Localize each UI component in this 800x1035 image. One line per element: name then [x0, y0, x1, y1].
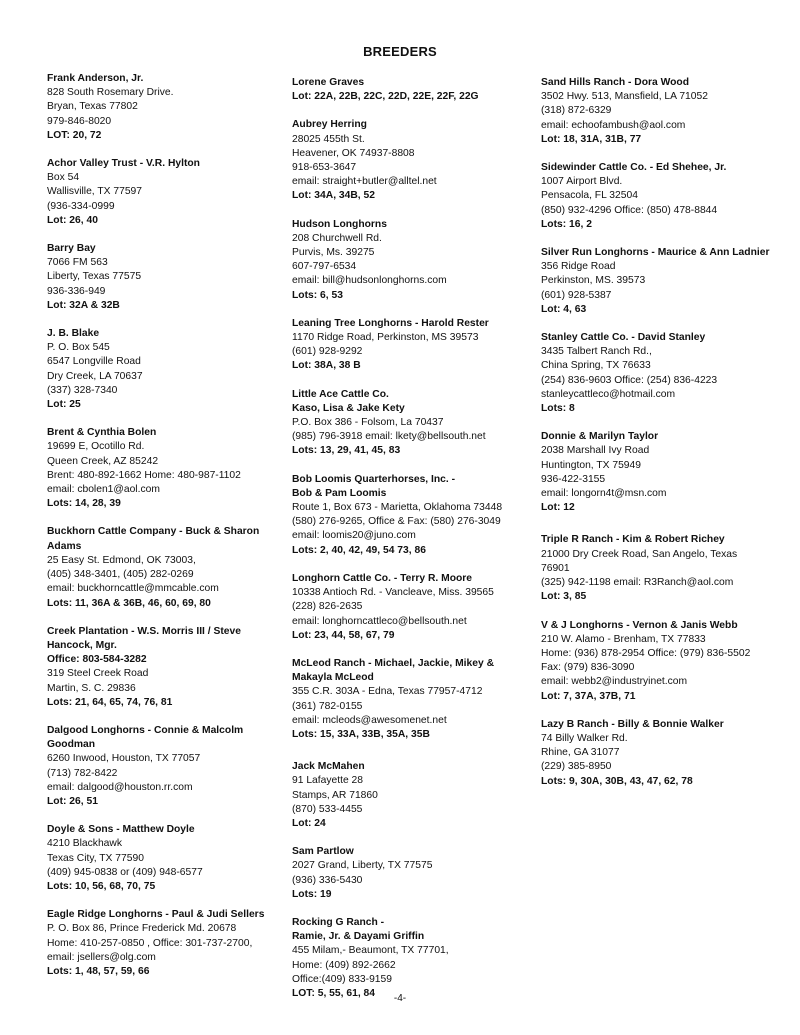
breeder-detail-line: 28025 455th St.	[292, 133, 365, 145]
breeder-entry	[541, 161, 771, 232]
breeder-lots: Lot: 38A, 38 B	[292, 360, 361, 372]
breeder-detail-line: 918-653-3647	[292, 162, 357, 174]
breeder-entry	[47, 426, 283, 511]
breeder-entry	[47, 908, 283, 979]
breeder-detail-line: 21000 Dry Creek Road, San Angelo, Texas	[541, 548, 738, 560]
breeder-lots: Lots: 19	[292, 888, 332, 900]
breeder-entry	[541, 718, 771, 789]
breeder-name: Lorene Graves	[292, 77, 365, 88]
breeder-name: J. B. Blake	[47, 328, 100, 340]
breeder-detail-line: Wallisville, TX 77597	[47, 186, 142, 198]
breeder-detail-line: stanleycattleco@hotmail.com	[541, 388, 676, 400]
breeder-name: Achor Valley Trust - V.R. Hylton	[47, 158, 200, 170]
breeder-detail-line: Martin, S. C. 29836	[47, 682, 136, 694]
breeder-lots: Lot: 32A & 32B	[47, 299, 120, 311]
breeder-detail-line: (580) 276-9265, Office & Fax: (580) 276-3049	[292, 516, 501, 528]
breeder-detail-line: 25 Easy St. Edmond, OK 73003,	[47, 554, 196, 566]
breeder-name: V & J Longhorns - Vernon & Janis Webb	[541, 619, 738, 631]
breeder-detail-line: 2038 Marshall Ivy Road	[541, 445, 650, 457]
breeder-lots: Lots: 2, 40, 42, 49, 54 73, 86	[292, 544, 426, 556]
breeder-lots: Lot: 12	[541, 502, 575, 514]
breeder-detail-line: 76901	[541, 562, 570, 574]
breeder-entry	[292, 572, 528, 643]
breeder-lots: Lot: 23, 44, 58, 67, 79	[292, 629, 395, 641]
breeder-detail-line: P. O. Box 86, Prince Frederick Md. 20678	[47, 923, 237, 935]
breeder-entry	[541, 246, 771, 317]
breeder-entry	[292, 473, 528, 558]
breeder-entry	[292, 317, 528, 374]
breeder-entry	[47, 242, 283, 313]
breeders-column-2	[292, 76, 528, 1015]
breeder-detail-line: 74 Billy Walker Rd.	[541, 732, 628, 744]
breeder-detail-line: email: longorn4t@msn.com	[541, 488, 667, 500]
breeder-detail-line: Queen Creek, AZ 85242	[47, 455, 159, 467]
breeder-detail-line: 19699 E, Ocotillo Rd.	[47, 441, 145, 453]
breeder-entry	[47, 327, 283, 412]
breeder-detail-line: email: dalgood@houston.rr.com	[47, 781, 193, 793]
breeder-entry	[47, 525, 283, 610]
breeder-entry	[292, 845, 528, 902]
breeder-detail-line: (325) 942-1198 email: R3Ranch@aol.com	[541, 577, 734, 589]
breeder-name: Frank Anderson, Jr.	[47, 73, 144, 84]
breeder-lots: Lots: 16, 2	[541, 218, 592, 230]
breeder-entry	[292, 916, 528, 1001]
breeder-detail-line: 91 Lafayette 28	[292, 775, 363, 787]
breeder-detail-line: (229) 385-8950	[541, 761, 612, 773]
breeder-name: Sam Partlow	[292, 846, 354, 858]
breeder-detail-line: Purvis, Ms. 39275	[292, 247, 375, 259]
breeder-entry	[292, 760, 528, 831]
breeder-name: McLeod Ranch - Michael, Jackie, Mikey & Makayla McLeod	[292, 657, 495, 684]
breeder-name: Stanley Cattle Co. - David Stanley	[541, 332, 706, 344]
breeder-name: Aubrey Herring	[292, 119, 367, 131]
breeder-detail-line: (228) 826-2635	[292, 601, 363, 613]
breeder-detail-line: 936-336-949	[47, 285, 106, 297]
page-number: -4-	[393, 993, 407, 1004]
breeder-detail-line: Route 1, Box 673 - Marietta, Oklahoma 73448	[292, 502, 503, 514]
breeder-detail-line: (601) 928-5387	[541, 289, 612, 301]
page-title: BREEDERS	[363, 44, 437, 59]
breeder-detail-line: 1007 Airport Blvd.	[541, 176, 623, 188]
breeder-detail-line: P.O. Box 386 - Folsom, La 70437	[292, 417, 444, 429]
breeder-entry	[292, 388, 528, 459]
breeder-detail-line: (936) 336-5430	[292, 874, 363, 886]
breeder-detail-line: 355 C.R. 303A - Edna, Texas 77957-4712	[292, 686, 483, 698]
breeder-entry	[292, 76, 528, 104]
breeder-detail-line: email: longhorncattleco@bellsouth.net	[292, 615, 467, 627]
breeder-detail-line: 607-797-6534	[292, 261, 357, 273]
breeder-detail-line: email: jsellers@olg.com	[47, 951, 156, 963]
breeder-detail-line: 6260 Inwood, Houston, TX 77057	[47, 753, 201, 765]
breeder-name: Longhorn Cattle Co. - Terry R. Moore	[292, 572, 473, 584]
breeder-detail-line: Brent: 480-892-1662 Home: 480-987-1102	[47, 469, 241, 481]
breeder-detail-line: email: webb2@industryinet.com	[541, 676, 688, 688]
breeder-entry	[292, 218, 528, 303]
breeder-entry	[541, 430, 771, 515]
breeder-office-line: Office: 803-584-3282	[47, 654, 147, 666]
breeder-entry	[541, 533, 771, 604]
breeder-name: Hudson Longhorns	[292, 218, 387, 230]
breeder-detail-line: Office:(409) 833-9159	[292, 973, 392, 985]
breeder-detail-line: Home: (409) 892-2662	[292, 959, 396, 971]
breeder-entry	[292, 118, 528, 203]
breeder-name: Little Ace Cattle Co. Kaso, Lisa & Jake Kety	[292, 388, 405, 414]
breeder-detail-line: 2027 Grand, Liberty, TX 77575	[292, 860, 433, 872]
breeder-detail-line: (337) 328-7340	[47, 384, 118, 396]
breeder-detail-line: Perkinston, MS. 39573	[541, 275, 646, 287]
breeder-detail-line: (601) 928-9292	[292, 346, 363, 358]
breeder-lots: LOT: 20, 72	[47, 129, 102, 141]
breeder-lots: Lot: 7, 37A, 37B, 71	[541, 690, 636, 702]
breeder-detail-line: 3435 Talbert Ranch Rd.,	[541, 346, 652, 358]
breeder-name: Bob Loomis Quarterhorses, Inc. - Bob & Pam Loomis	[292, 473, 456, 499]
breeder-detail-line: (850) 932-4296 Office: (850) 478-8844	[541, 204, 718, 216]
breeder-entry	[47, 724, 283, 809]
breeder-detail-line: Fax: (979) 836-3090	[541, 662, 635, 674]
breeder-name: Lazy B Ranch - Billy & Bonnie Walker	[541, 718, 724, 730]
breeder-detail-line: 4210 Blackhawk	[47, 838, 122, 850]
breeder-detail-line: Pensacola, FL 32504	[541, 190, 638, 202]
breeder-detail-line: (254) 836-9603 Office: (254) 836-4223	[541, 374, 718, 386]
breeder-lots: Lots: 8	[541, 403, 575, 415]
breeder-detail-line: email: loomis20@juno.com	[292, 530, 416, 542]
breeder-entry	[541, 619, 771, 704]
breeder-detail-line: (936-334-0999	[47, 200, 115, 212]
breeder-detail-line: 210 W. Alamo - Brenham, TX 77833	[541, 633, 706, 645]
breeder-detail-line: Bryan, Texas 77802	[47, 101, 138, 113]
breeder-detail-line: (318) 872-6329	[541, 105, 612, 117]
breeder-detail-line: Huntington, TX 75949	[541, 459, 641, 471]
breeder-lots: Lot: 3, 85	[541, 591, 587, 603]
breeder-detail-line: Liberty, Texas 77575	[47, 271, 142, 283]
breeder-detail-line: 319 Steel Creek Road	[47, 668, 149, 680]
breeder-entry	[47, 823, 283, 894]
breeder-detail-line: Dry Creek, LA 70637	[47, 370, 143, 382]
breeder-name: Brent & Cynthia Bolen	[47, 427, 157, 439]
breeder-detail-line: email: bill@hudsonlonghorns.com	[292, 275, 447, 287]
breeders-column-1	[47, 72, 283, 993]
breeder-detail-line: 3502 Hwy. 513, Mansfield, LA 71052	[541, 91, 708, 103]
breeder-lots: Lots: 9, 30A, 30B, 43, 47, 62, 78	[541, 775, 693, 787]
breeder-detail-line: email: cbolen1@aol.com	[47, 484, 160, 496]
breeder-lots: LOT: 5, 55, 61, 84	[292, 987, 375, 999]
breeder-detail-line: (713) 782-8422	[47, 767, 118, 779]
breeder-lots: Lot: 4, 63	[541, 303, 587, 315]
breeder-detail-line: 979-846-8020	[47, 115, 112, 127]
breeder-name: Doyle & Sons - Matthew Doyle	[47, 824, 195, 836]
breeder-detail-line: email: straight+butler@alltel.net	[292, 176, 437, 188]
breeder-detail-line: (409) 945-0838 or (409) 948-6577	[47, 866, 203, 878]
breeder-lots: Lot: 18, 31A, 31B, 77	[541, 133, 642, 145]
breeder-entry	[541, 76, 771, 147]
breeder-entry	[47, 72, 283, 143]
breeder-detail-line: email: mcleods@awesomenet.net	[292, 714, 447, 726]
breeder-name: Eagle Ridge Longhorns - Paul & Judi Sellers	[47, 909, 265, 921]
breeder-detail-line: Home: 410-257-0850 , Office: 301-737-2700,	[47, 937, 253, 949]
breeder-detail-line: 828 South Rosemary Drive.	[47, 87, 174, 99]
breeder-name: Creek Plantation - W.S. Morris III / Steve Hancock, Mgr.	[47, 625, 241, 651]
breeder-lots: Lots: 11, 36A & 36B, 46, 60, 69, 80	[47, 597, 211, 609]
breeder-lots: Lot: 24	[292, 817, 326, 829]
breeder-detail-line: email: buckhorncattle@mmcable.com	[47, 583, 219, 595]
breeder-lots: Lot: 25	[47, 399, 81, 411]
breeder-detail-line: Stamps, AR 71860	[292, 789, 378, 801]
breeder-name: Barry Bay	[47, 243, 96, 255]
breeders-column-3	[541, 76, 771, 803]
breeder-detail-line: Texas City, TX 77590	[47, 852, 144, 864]
breeder-name: Donnie & Marilyn Taylor	[541, 431, 659, 443]
breeder-detail-line: Rhine, GA 31077	[541, 747, 620, 759]
breeder-lots: Lots: 6, 53	[292, 289, 343, 301]
breeder-entry	[541, 331, 771, 416]
breeder-detail-line: 7066 FM 563	[47, 257, 108, 269]
breeder-name: Sand Hills Ranch - Dora Wood	[541, 77, 689, 88]
breeder-lots: Lot: 34A, 34B, 52	[292, 190, 375, 202]
breeder-detail-line: Box 54	[47, 172, 80, 184]
breeder-detail-line: 1170 Ridge Road, Perkinston, MS 39573	[292, 332, 479, 344]
breeder-name: Rocking G Ranch - Ramie, Jr. & Dayami Griffin	[292, 916, 425, 943]
breeder-name: Buckhorn Cattle Company - Buck & Sharon Adams	[47, 526, 260, 552]
breeder-detail-line: email: echoofambush@aol.com	[541, 119, 686, 131]
breeder-detail-line: Heavener, OK 74937-8808	[292, 147, 415, 159]
breeder-detail-line: 455 Milam,- Beaumont, TX 77701,	[292, 945, 449, 957]
breeder-lots: Lots: 14, 28, 39	[47, 498, 121, 510]
breeder-lots: Lots: 15, 33A, 33B, 35A, 35B	[292, 728, 430, 740]
breeder-detail-line: (985) 796-3918 email: lkety@bellsouth.net	[292, 431, 486, 443]
breeder-name: Jack McMahen	[292, 761, 365, 773]
breeder-detail-line: 10338 Antioch Rd. - Vancleave, Miss. 39565	[292, 587, 494, 599]
breeder-detail-line: (361) 782-0155	[292, 700, 363, 712]
breeder-name: Sidewinder Cattle Co. - Ed Shehee, Jr.	[541, 162, 727, 174]
breeder-name: Triple R Ranch - Kim & Robert Richey	[541, 534, 725, 546]
breeder-detail-line: Home: (936) 878-2954 Office: (979) 836-5502	[541, 647, 751, 659]
breeder-name: Dalgood Longhorns - Connie & Malcolm Goodman	[47, 724, 244, 751]
breeder-lots: Lots: 13, 29, 41, 45, 83	[292, 445, 401, 457]
breeder-detail-line: P. O. Box 545	[47, 342, 110, 354]
breeder-lots: Lot: 26, 51	[47, 795, 98, 807]
breeder-entry	[292, 657, 528, 742]
breeder-lots: Lot: 26, 40	[47, 214, 98, 226]
breeder-detail-line: (405) 348-3401, (405) 282-0269	[47, 569, 194, 581]
breeder-lots: Lot: 22A, 22B, 22C, 22D, 22E, 22F, 22G	[292, 91, 479, 103]
breeder-lots: Lots: 1, 48, 57, 59, 66	[47, 965, 150, 977]
breeder-name: Leaning Tree Longhorns - Harold Rester	[292, 317, 489, 329]
breeder-detail-line: China Spring, TX 76633	[541, 360, 651, 372]
breeder-detail-line: 356 Ridge Road	[541, 261, 616, 273]
breeder-lots: Lots: 10, 56, 68, 70, 75	[47, 880, 156, 892]
breeder-detail-line: 6547 Longville Road	[47, 356, 141, 368]
breeder-detail-line: (870) 533-4455	[292, 803, 363, 815]
breeder-entry	[47, 157, 283, 228]
breeder-name: Silver Run Longhorns - Maurice & Ann Ladnier	[541, 247, 770, 259]
breeder-entry	[47, 625, 283, 710]
breeder-lots: Lots: 21, 64, 65, 74, 76, 81	[47, 696, 173, 708]
breeder-detail-line: 936-422-3155	[541, 473, 606, 485]
breeder-detail-line: 208 Churchwell Rd.	[292, 232, 382, 244]
